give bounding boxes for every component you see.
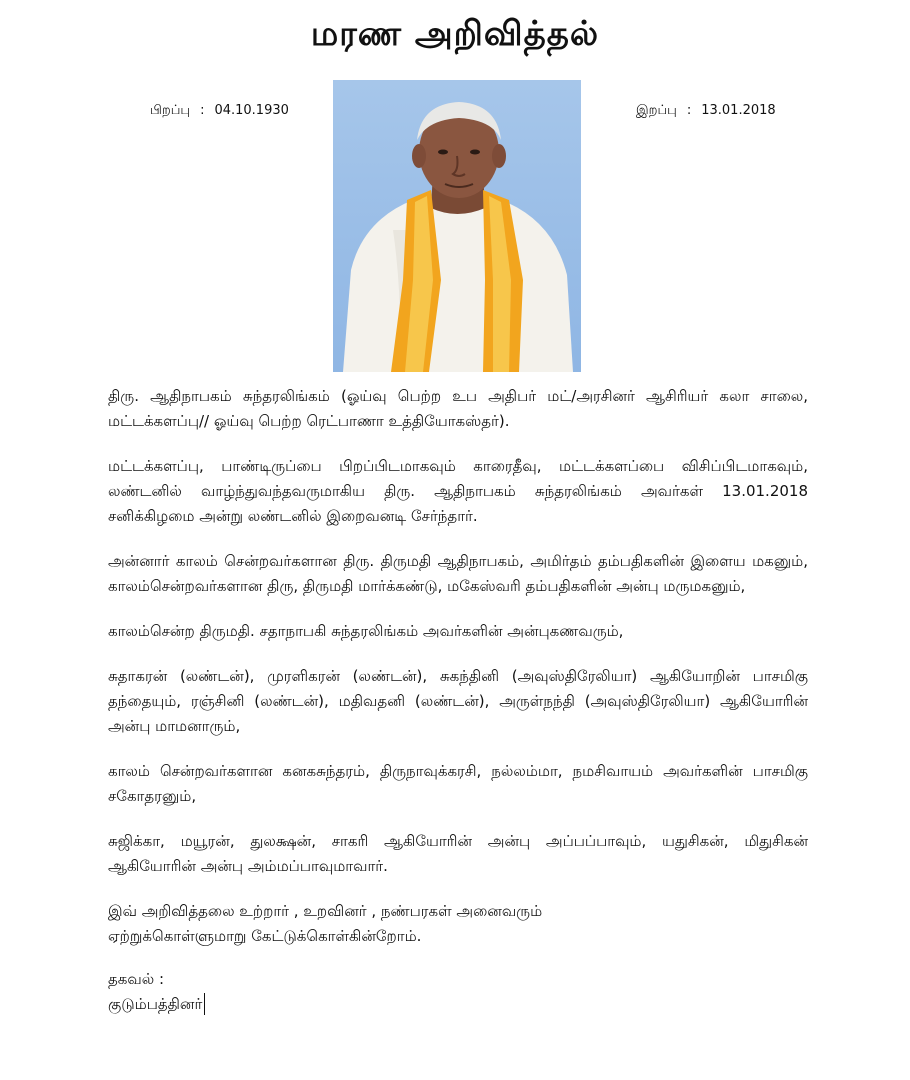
- paragraph-parents: அன்னார் காலம் சென்றவர்களான திரு. திருமதி ஆதிநாபகம், அமிர்தம் தம்பதிகளின் இளைய மகனும், காலம்சென்றவர்களான திரு, திருமதி மார்க்கண்டு, மகேஸ்வரி தம்பதிகளின் அன்பு மருமகனும்,: [108, 552, 808, 595]
- death-separator: :: [686, 103, 692, 118]
- paragraph-intro: திரு. ஆதிநாபகம் சுந்தரலிங்கம் (ஓய்வு பெற்ற உப அதிபர் மட்/அரசினர் ஆசிரியர் கலா சாலை, மட்டக்களப்பு// ஓய்வு பெற்ற ரெட்பாணா உத்தியோகஸ்தர்).: [108, 387, 808, 430]
- notice-body: [108, 384, 808, 1017]
- birth-separator: :: [200, 103, 205, 118]
- paragraph-grandchildren: சுஜிக்கா, மயூரன், துலக்ஷன், சாகரி ஆகியோரின் அன்பு அப்பப்பாவும், யதுசிகன், மிதுசிகன் ஆகியோரின் அன்பு அம்மப்பாவுமாவார்.: [108, 832, 808, 875]
- paragraph-siblings: காலம் சென்றவர்களான கனகசுந்தரம், திருநாவுக்கரசி, நல்லம்மா, நமசிவாயம் அவர்களின் பாசமிகு சகோதரனும்,: [108, 762, 808, 805]
- death-date: 13.01.2018: [701, 103, 776, 118]
- contact-label: தகவல் :: [108, 970, 164, 988]
- closing-line-1: இவ் அறிவித்தலை உற்றார் , உறவினர் , நண்பரகள் அனைவரும்: [108, 902, 543, 920]
- portrait-illustration: [333, 80, 581, 372]
- closing-line-2: ஏற்றுக்கொள்ளுமாறு கேட்டுக்கொள்கின்றோம்.: [108, 927, 422, 945]
- birth-info: [150, 103, 289, 119]
- contact-name: குடும்பத்தினர்: [108, 993, 205, 1015]
- death-label: இறப்பு: [636, 103, 677, 118]
- paragraph-children: சுதாகரன் (லண்டன்), முரளிகரன் (லண்டன்), சுகந்தினி (அவுஸ்திரேலியா) ஆகியோறின் பாசமிகு தந்தையும், ரஞ்சினி (லண்டன்), மதிவதனி (லண்டன்), அருள்நந்தி (அவுஸ்திரேலியா) ஆகியோரின் அன்பு மாமனாரும்,: [108, 667, 808, 735]
- paragraph-death-details: மட்டக்களப்பு, பாண்டிருப்பை பிறப்பிடமாகவும் காரைதீவு, மட்டக்களப்பை விசிப்பிடமாகவும், லண்டனில் வாழ்ந்துவந்தவருமாகிய திரு. ஆதிநாபகம் சுந்தரலிங்கம் அவர்கள் 13.01.2018 சனிக்கிழமை அன்று லண்டனில் இறைவனடி சேர்ந்தார்.: [108, 457, 808, 525]
- paragraph-spouse: காலம்சென்ற திருமதி. சதாநாபகி சுந்தரலிங்கம் அவர்களின் அன்புகணவரும்,: [108, 622, 624, 640]
- page-title: மரண அறிவித்தல்: [310, 14, 600, 54]
- death-info: [636, 103, 776, 119]
- birth-date: 04.10.1930: [214, 103, 289, 118]
- closing-request: [108, 899, 808, 949]
- portrait-photo: [333, 80, 581, 372]
- birth-label: பிறப்பு: [150, 103, 191, 118]
